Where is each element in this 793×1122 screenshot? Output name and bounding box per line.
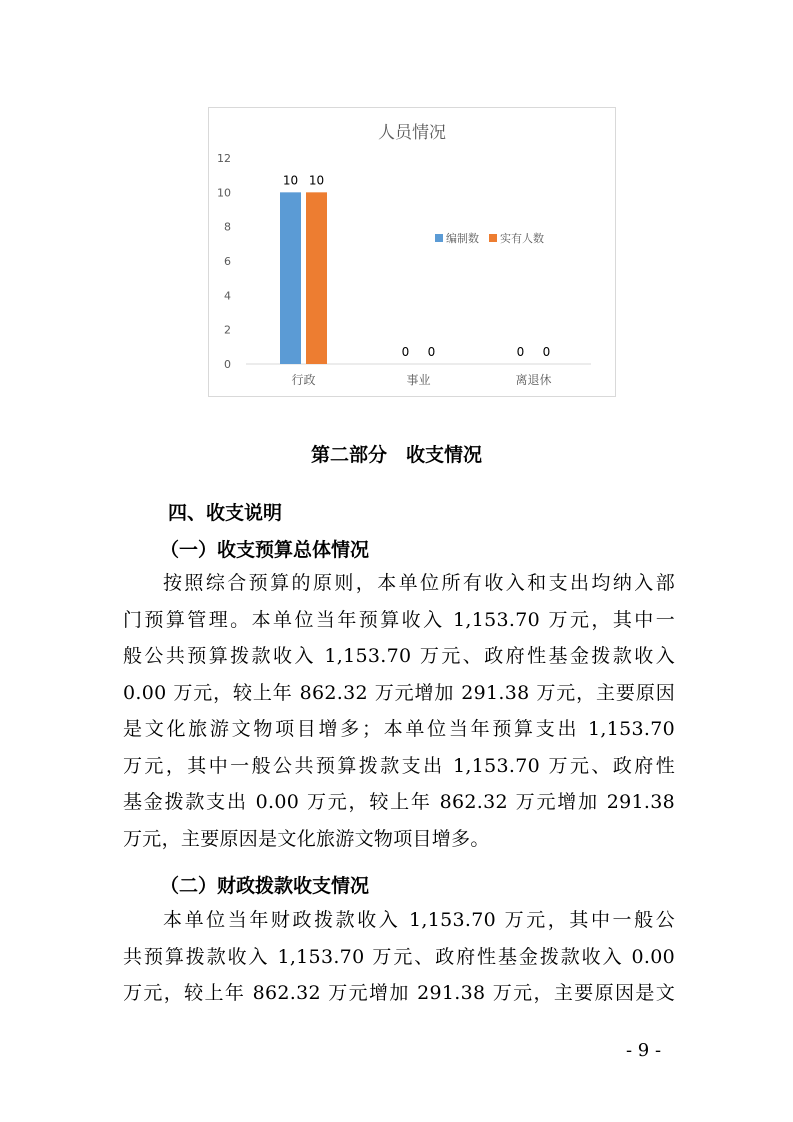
paragraph-line: 按照综合预算的原则，本单位所有收入和支出均纳入部 xyxy=(163,572,675,594)
paragraph-fiscal-allocation xyxy=(123,902,675,1012)
subsection-title-budget-overall: （一）收支预算总体情况 xyxy=(160,539,370,561)
y-tick-label: 12 xyxy=(217,152,231,165)
y-tick-label: 4 xyxy=(224,289,231,303)
legend-label: 编制数 xyxy=(446,232,479,245)
paragraph-line: 门预算管理。本单位当年预算收入 1,153.70 万元，其中一 xyxy=(123,608,675,631)
paragraph-line: 万元，主要原因是文化旅游文物项目增多。 xyxy=(123,827,490,850)
x-tick-label: 离退休 xyxy=(515,373,552,387)
x-tick-label: 事业 xyxy=(406,373,431,387)
y-tick-label: 6 xyxy=(224,255,231,268)
chart-title: 人员情况 xyxy=(378,123,446,143)
paragraph-line: 本单位当年财政拨款收入 1,153.70 万元，其中一般公 xyxy=(163,909,675,931)
paragraph-line: 是文化旅游文物项目增多；本单位当年预算支出 1,153.70 xyxy=(123,718,675,740)
subsection-title-fiscal-allocation: （二）财政拨款收支情况 xyxy=(160,875,370,897)
data-label: 10 xyxy=(282,173,299,188)
paragraph-line: 共预算拨款收入 1,153.70 万元、政府性基金拨款收入 0.00 xyxy=(123,945,675,968)
data-label: 0 xyxy=(401,345,410,359)
data-label: 10 xyxy=(308,173,325,188)
data-label: 0 xyxy=(542,345,551,359)
legend-label: 实有人数 xyxy=(500,232,544,245)
data-label: 0 xyxy=(427,345,436,359)
paragraph-budget-overall xyxy=(123,565,675,857)
paragraph-line: 基金拨款支出 0.00 万元，较上年 862.32 万元增加 291.38 xyxy=(123,791,675,813)
y-tick-label: 2 xyxy=(224,323,231,337)
paragraph-line: 万元，较上年 862.32 万元增加 291.38 万元，主要原因是文 xyxy=(123,982,675,1004)
staff-chart xyxy=(208,107,616,397)
paragraph-line: 0.00 万元，较上年 862.32 万元增加 291.38 万元，主要原因 xyxy=(123,681,675,704)
bar xyxy=(306,192,327,364)
data-label: 0 xyxy=(516,345,525,359)
paragraph-line: 般公共预算拨款收入 1,153.70 万元、政府性基金拨款收入 xyxy=(123,645,675,667)
legend-swatch xyxy=(435,234,443,242)
y-tick-label: 10 xyxy=(217,186,231,200)
section-title: 第二部分 收支情况 xyxy=(310,444,482,466)
y-tick-label: 0 xyxy=(224,358,231,371)
chart-plot xyxy=(209,108,615,396)
bar xyxy=(280,192,301,364)
legend-swatch xyxy=(489,234,497,242)
y-tick-label: 8 xyxy=(224,220,231,234)
page-number: - 9 - xyxy=(626,1040,662,1061)
heading-income-expense: 四、收支说明 xyxy=(168,502,283,524)
paragraph-line: 万元，其中一般公共预算拨款支出 1,153.70 万元、政府性 xyxy=(123,754,675,777)
x-tick-label: 行政 xyxy=(291,373,316,387)
